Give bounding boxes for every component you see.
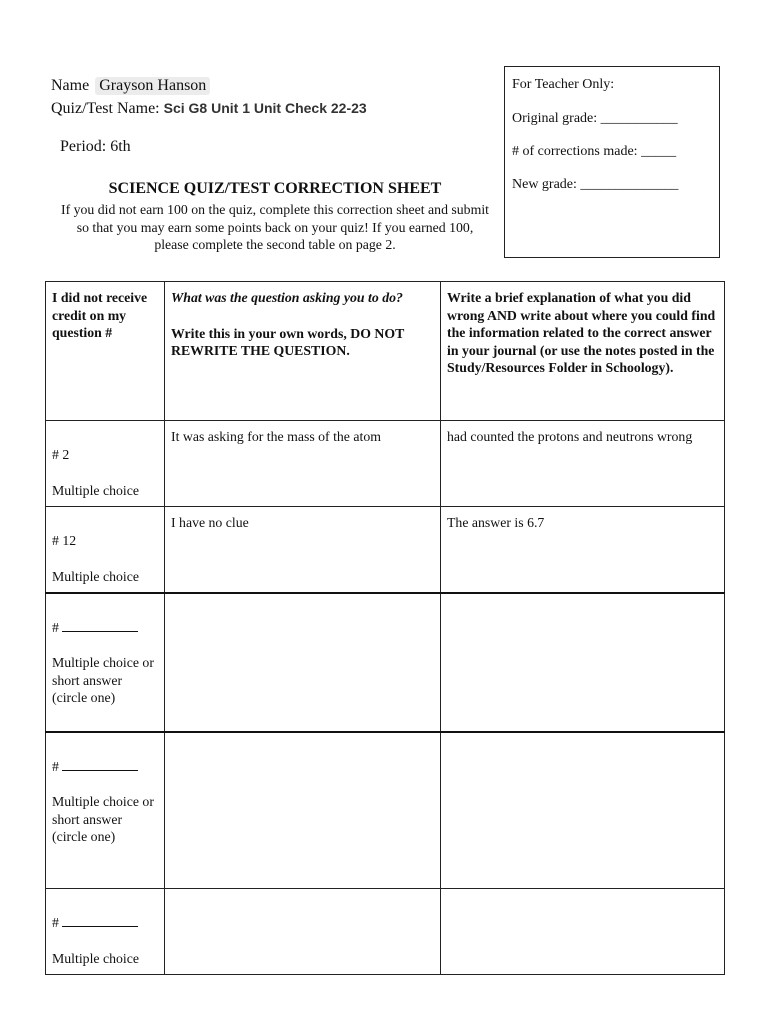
correction-table <box>45 281 725 975</box>
header-asking-italic: What was the question asking you to do? <box>171 290 403 305</box>
question-number-cell[interactable] <box>46 732 165 889</box>
student-name-line <box>51 77 210 95</box>
quiz-name-field[interactable]: Sci G8 Unit 1 Unit Check 22-23 <box>163 100 367 116</box>
question-type: Multiple choice <box>52 950 139 966</box>
question-number-line <box>52 619 158 637</box>
question-number-line <box>52 758 158 776</box>
quiz-name-line <box>51 100 367 118</box>
new-grade-field[interactable]: New grade: ______________ <box>512 177 679 192</box>
sheet-title: SCIENCE QUIZ/TEST CORRECTION SHEET <box>108 180 442 197</box>
question-number-cell[interactable] <box>46 593 165 732</box>
corrections-made-field[interactable]: # of corrections made: _____ <box>512 144 677 159</box>
table-row <box>46 889 725 975</box>
original-grade-field[interactable]: Original grade: ___________ <box>512 111 678 126</box>
question-type: Multiple choice or short answer (circle one) <box>52 794 154 844</box>
question-type: Multiple choice or short answer (circle one) <box>52 655 154 705</box>
question-number: # <box>52 758 59 774</box>
explanation-cell[interactable] <box>441 889 725 975</box>
header-asking-instruction: Write this in your own words, DO NOT REWRITE THE QUESTION. <box>171 325 405 358</box>
question-number: # <box>52 915 59 930</box>
header-question-number: I did not receive credit on my question # <box>46 282 165 421</box>
question-number: # 12 <box>52 533 77 548</box>
explanation-cell[interactable] <box>441 732 725 889</box>
asking-cell[interactable] <box>165 593 441 732</box>
teacher-only-box <box>504 66 720 258</box>
question-type: Multiple choice <box>52 482 139 498</box>
name-label: Name <box>51 77 90 94</box>
question-number-cell[interactable] <box>46 507 165 593</box>
explanation-cell[interactable] <box>441 593 725 732</box>
student-name-field[interactable]: Grayson Hanson <box>95 77 210 95</box>
table-row <box>46 507 725 593</box>
intro-text: If you did not earn 100 on the quiz, complete this correction sheet and submit so that you may earn some points back on your quiz! If you earned 100, please complete the second table on page 2. <box>61 202 489 252</box>
teacher-box-title: For Teacher Only: <box>512 77 615 92</box>
header-explanation: Write a brief explanation of what you did wrong AND write about where you could find the information related to the correct answer in your journal (or use the notes posted in the Study/Resources Folder in Schoology). <box>441 282 725 421</box>
explanation-cell[interactable]: The answer is 6.7 <box>441 507 725 593</box>
explanation-cell[interactable]: had counted the protons and neutrons wrong <box>441 421 725 507</box>
asking-cell[interactable]: I have no clue <box>165 507 441 593</box>
asking-cell[interactable] <box>165 732 441 889</box>
quiz-name-label: Quiz/Test Name: <box>51 100 160 117</box>
table-row <box>46 593 725 732</box>
question-type: Multiple choice <box>52 568 139 584</box>
period-field[interactable]: Period: 6th <box>60 138 131 155</box>
question-number-blank[interactable] <box>62 914 138 927</box>
question-number: # <box>52 619 59 635</box>
header-question-asking <box>165 282 441 421</box>
question-number-blank[interactable] <box>62 619 138 632</box>
table-row <box>46 732 725 889</box>
table-header-row <box>46 282 725 421</box>
question-number-blank[interactable] <box>62 758 138 771</box>
question-number: # 2 <box>52 447 70 462</box>
question-number-cell[interactable] <box>46 421 165 507</box>
asking-cell[interactable] <box>165 889 441 975</box>
question-number-cell[interactable] <box>46 889 165 975</box>
table-row <box>46 421 725 507</box>
question-number-line <box>52 914 158 932</box>
asking-cell[interactable]: It was asking for the mass of the atom <box>165 421 441 507</box>
